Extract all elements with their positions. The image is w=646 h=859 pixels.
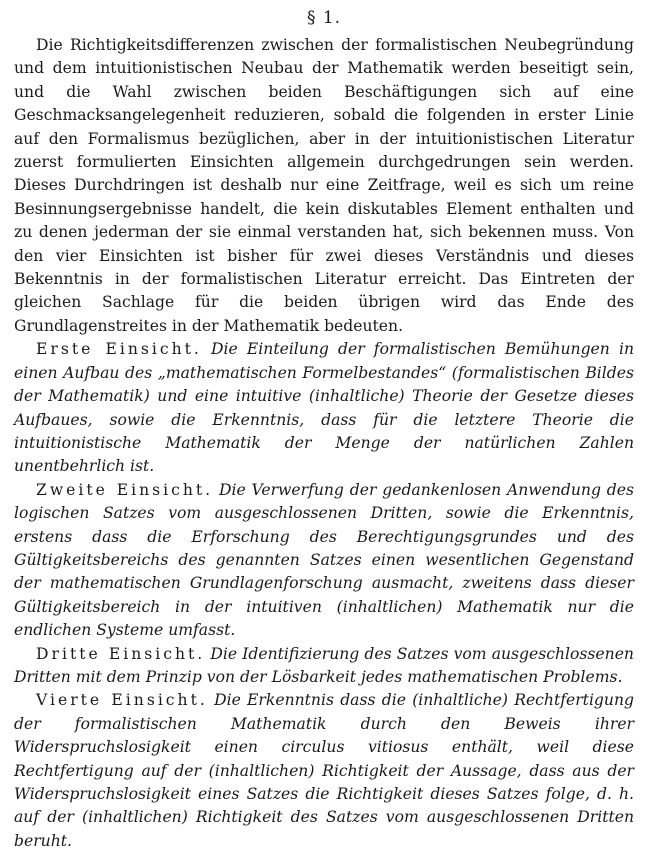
- section-heading: § 1.: [306, 8, 342, 28]
- insight-paragraph-2: [14, 479, 634, 643]
- insight-text: Die Einteilung der formalistischen Bemühungen in einen Aufbau des „mathematischen Formelbestandes“ (formalistischen Bildes der Mathematik) und eine intuitive (inhaltliche) Theorie der Gesetze dieses Aufbaues, sowie die Erkenntnis, dass für die letztere Theorie die intuitionistische Mathematik der Menge der natürlichen Zahlen unentbehrlich ist.: [14, 340, 634, 476]
- insight-label: Vierte Einsicht.: [36, 691, 208, 710]
- insight-text: Die Identifizierung des Satzes vom ausgeschlossenen Dritten mit dem Prinzip von der Lösbarkeit jedes mathematischen Problems.: [14, 644, 634, 686]
- insight-text: Die Erkenntnis dass die (inhaltliche) Rechtfertigung der formalistischen Mathematik durch den Beweis ihrer Widerspruchslosigkeit einen circulus vitiosus enthält, weil diese Rechtfertigung auf der (inhaltlichen) Richtigkeit der Aussage, dass aus der Widerspruchslosigkeit eines Satzes die Richtigkeit dieses Satzes folge, d. h. auf der (inhaltlichen) Richtigkeit des Satzes vom ausgeschlossenen Dritten beruht.: [14, 691, 634, 850]
- insight-paragraph-4: [14, 689, 634, 853]
- insight-text: Die Verwerfung der gedankenlosen Anwendung des logischen Satzes vom ausgeschlossenen Dritten, sowie die Erkenntnis, erstens dass die Erforschung des Berechtigungsgrundes und des Gültigkeitsbereichs des genannten Satzes einen wesentlichen Gegenstand der mathematischen Grundlagenforschung ausmacht, zweitens dass dieser Gültigkeitsbereich in der intuitiven (inhaltlichen) Mathematik nur die endlichen Systeme umfasst.: [14, 480, 634, 640]
- insight-paragraph-3: [14, 643, 634, 690]
- insight-label: Dritte Einsicht.: [36, 644, 206, 663]
- insight-label: Erste Einsicht.: [36, 340, 202, 359]
- intro-paragraph: Die Richtigkeitsdifferenzen zwischen der formalistischen Neubegründung und dem intuitionistischen Neubau der Mathematik werden beseitigt sein, und die Wahl zwischen beiden Beschäftigungen sich auf eine Geschmacksangelegenheit reduzieren, sobald die folgenden in erster Linie auf den Formalismus bezüglichen, aber in der intuitionistischen Literatur zuerst formulierten Einsichten allgemein durchgedrungen sein werden. Dieses Durchdringen ist deshalb nur eine Zeitfrage, weil es sich um reine Besinnungsergebnisse handelt, die kein diskutables Element enthalten und zu denen jederman der sie einmal verstanden hat, sich bekennen muss. Von den vier Einsichten ist bisher für zwei dieses Verständnis und dieses Bekenntnis in der formalistischen Literatur erreicht. Das Eintreten der gleichen Sachlage für die beiden übrigen wird das Ende des Grundlagenstreites in der Mathematik bedeuten.: [14, 36, 634, 335]
- insight-paragraph-1: [14, 338, 634, 478]
- insight-label: Zweite Einsicht.: [36, 480, 214, 499]
